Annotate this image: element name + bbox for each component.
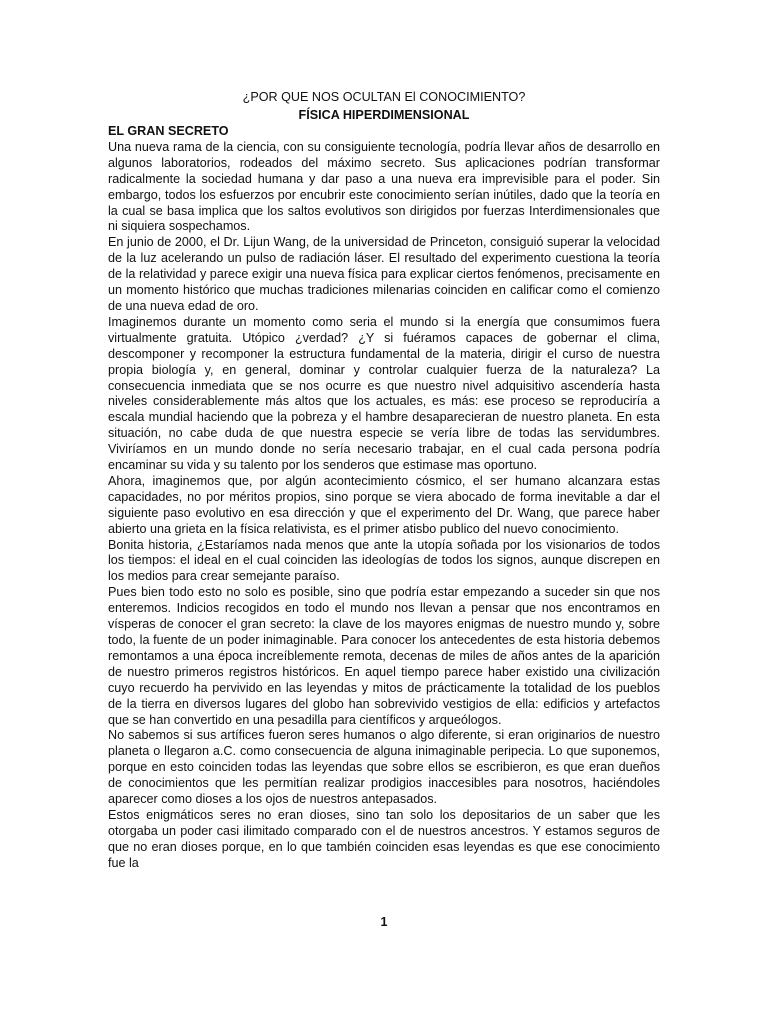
paragraph: Una nueva rama de la ciencia, con su consiguiente tecnología, podría llevar años de desarrollo en algunos laboratorios, rodeados del máximo secreto. Sus aplicaciones podrían transformar radicalmente la sociedad humana y dar paso a una nueva era imprevisible para el poder. Sin embargo, todos los esfuerzos por encubrir este conocimiento serían inútiles, dado que la teoría en la cual se basa implica que los saltos evolutivos son dirigidos por fuerzas Interdimensionales que ni siquiera sospechamos.: [108, 139, 660, 234]
paragraph: Pues bien todo esto no solo es posible, sino que podría estar empezando a suceder sin que nos enteremos. Indicios recogidos en todo el mundo nos llevan a pensar que nos encontramos en vísperas de conocer el gran secreto: la clave de los mayores enigmas de nuestro mundo y, sobre todo, la fuente de un poder inimaginable. Para conocer los antecedentes de esta historia debemos remontamos a una época increíblemente remota, decenas de miles de años antes de la aparición de nuestro primeros registros históricos. En aquel tiempo parece haber existido una civilización cuyo recuerdo ha pervivido en las leyendas y mitos de prácticamente la totalidad de los pueblos de la tierra en diversos lugares del globo han sobrevivido vestigios de ella: edificios y artefactos que se han convertido en una pesadilla para científicos y arqueólogos.: [108, 585, 660, 727]
paragraph: No sabemos si sus artífices fueron seres humanos o algo diferente, si eran originarios de nuestro planeta o llegaron a.C. como consecuencia de alguna inimaginable peripecia. Lo que suponemos, porque en esto coinciden todas las leyendas que sobre ellos se escribieron, es que eran dueños de conocimientos que les permitían realizar prodigios inaccesibles para nosotros, haciéndoles aparecer como dioses a los ojos de nuestros antepasados.: [108, 728, 660, 807]
paragraph: Estos enigmáticos seres no eran dioses, sino tan solo los depositarios de un saber que les otorgaba un poder casi ilimitado comparado con el de nuestros ancestros. Y estamos seguros de que no eran dioses porque, en lo que también coinciden esas leyendas es que ese conocimiento fue la: [108, 807, 660, 870]
document-subtitle: FÍSICA HIPERDIMENSIONAL: [298, 108, 470, 122]
page-number: 1: [380, 915, 388, 929]
paragraph: Ahora, imaginemos que, por algún acontecimiento cósmico, el ser humano alcanzara estas capacidades, no por méritos propios, sino porque se viera abocado de forma inevitable a dar el siguiente paso evolutivo en esa dirección y que el experimento del Dr. Wang, que parece haber abierto una grieta en la física relativista, es el primer atisbo publico del nuevo conocimiento.: [108, 473, 660, 536]
section-heading: EL GRAN SECRETO: [108, 124, 229, 138]
paragraph: Imaginemos durante un momento como seria el mundo si la energía que consumimos fuera virtualmente gratuita. Utópico ¿verdad? ¿Y si fuéramos capaces de gobernar el clima, descomponer y recomponer la estructura fundamental de la materia, dirigir el curso de nuestra propia biología y, en general, dominar y controlar cualquier fuerza de la naturaleza? La consecuencia inmediata que se nos ocurre es que nuestro nivel adquisitivo ascendería hasta niveles considerablemente más altos que los actuales, es más: ese proceso se reproduciría a escala mundial haciendo que la pobreza y el hambre desaparecieran de nuestro planeta. En esta situación, no cabe duda de que nuestra especie se vería libre de todas las servidumbres. Viviríamos en un mundo donde no sería necesario trabajar, en el cual cada persona podría encaminar su vida y su talento por los senderos que estimase mas oportuno.: [108, 314, 660, 473]
document-header: [108, 88, 660, 124]
paragraph: En junio de 2000, el Dr. Lijun Wang, de la universidad de Princeton, consiguió superar la velocidad de la luz acelerando un pulso de radiación láser. El resultado del experimento cuestiona la teoría de la relatividad y parece exigir una nueva física para explicar ciertos fenómenos, precisamente en un momento histórico que muchas tradiciones milenarias coinciden en calificar como el comienzo de una nueva edad de oro.: [108, 235, 660, 313]
document-title: ¿POR QUE NOS OCULTAN El CONOCIMIENTO?: [242, 90, 526, 104]
paragraph: Bonita historia, ¿Estaríamos nada menos que ante la utopía soñada por los visionarios de todos los tiempos: el ideal en el cual coinciden las ideologías de todos los signos, aunque discrepen en los medios para crear semejante paraíso.: [108, 537, 660, 584]
document-body: [108, 124, 660, 872]
